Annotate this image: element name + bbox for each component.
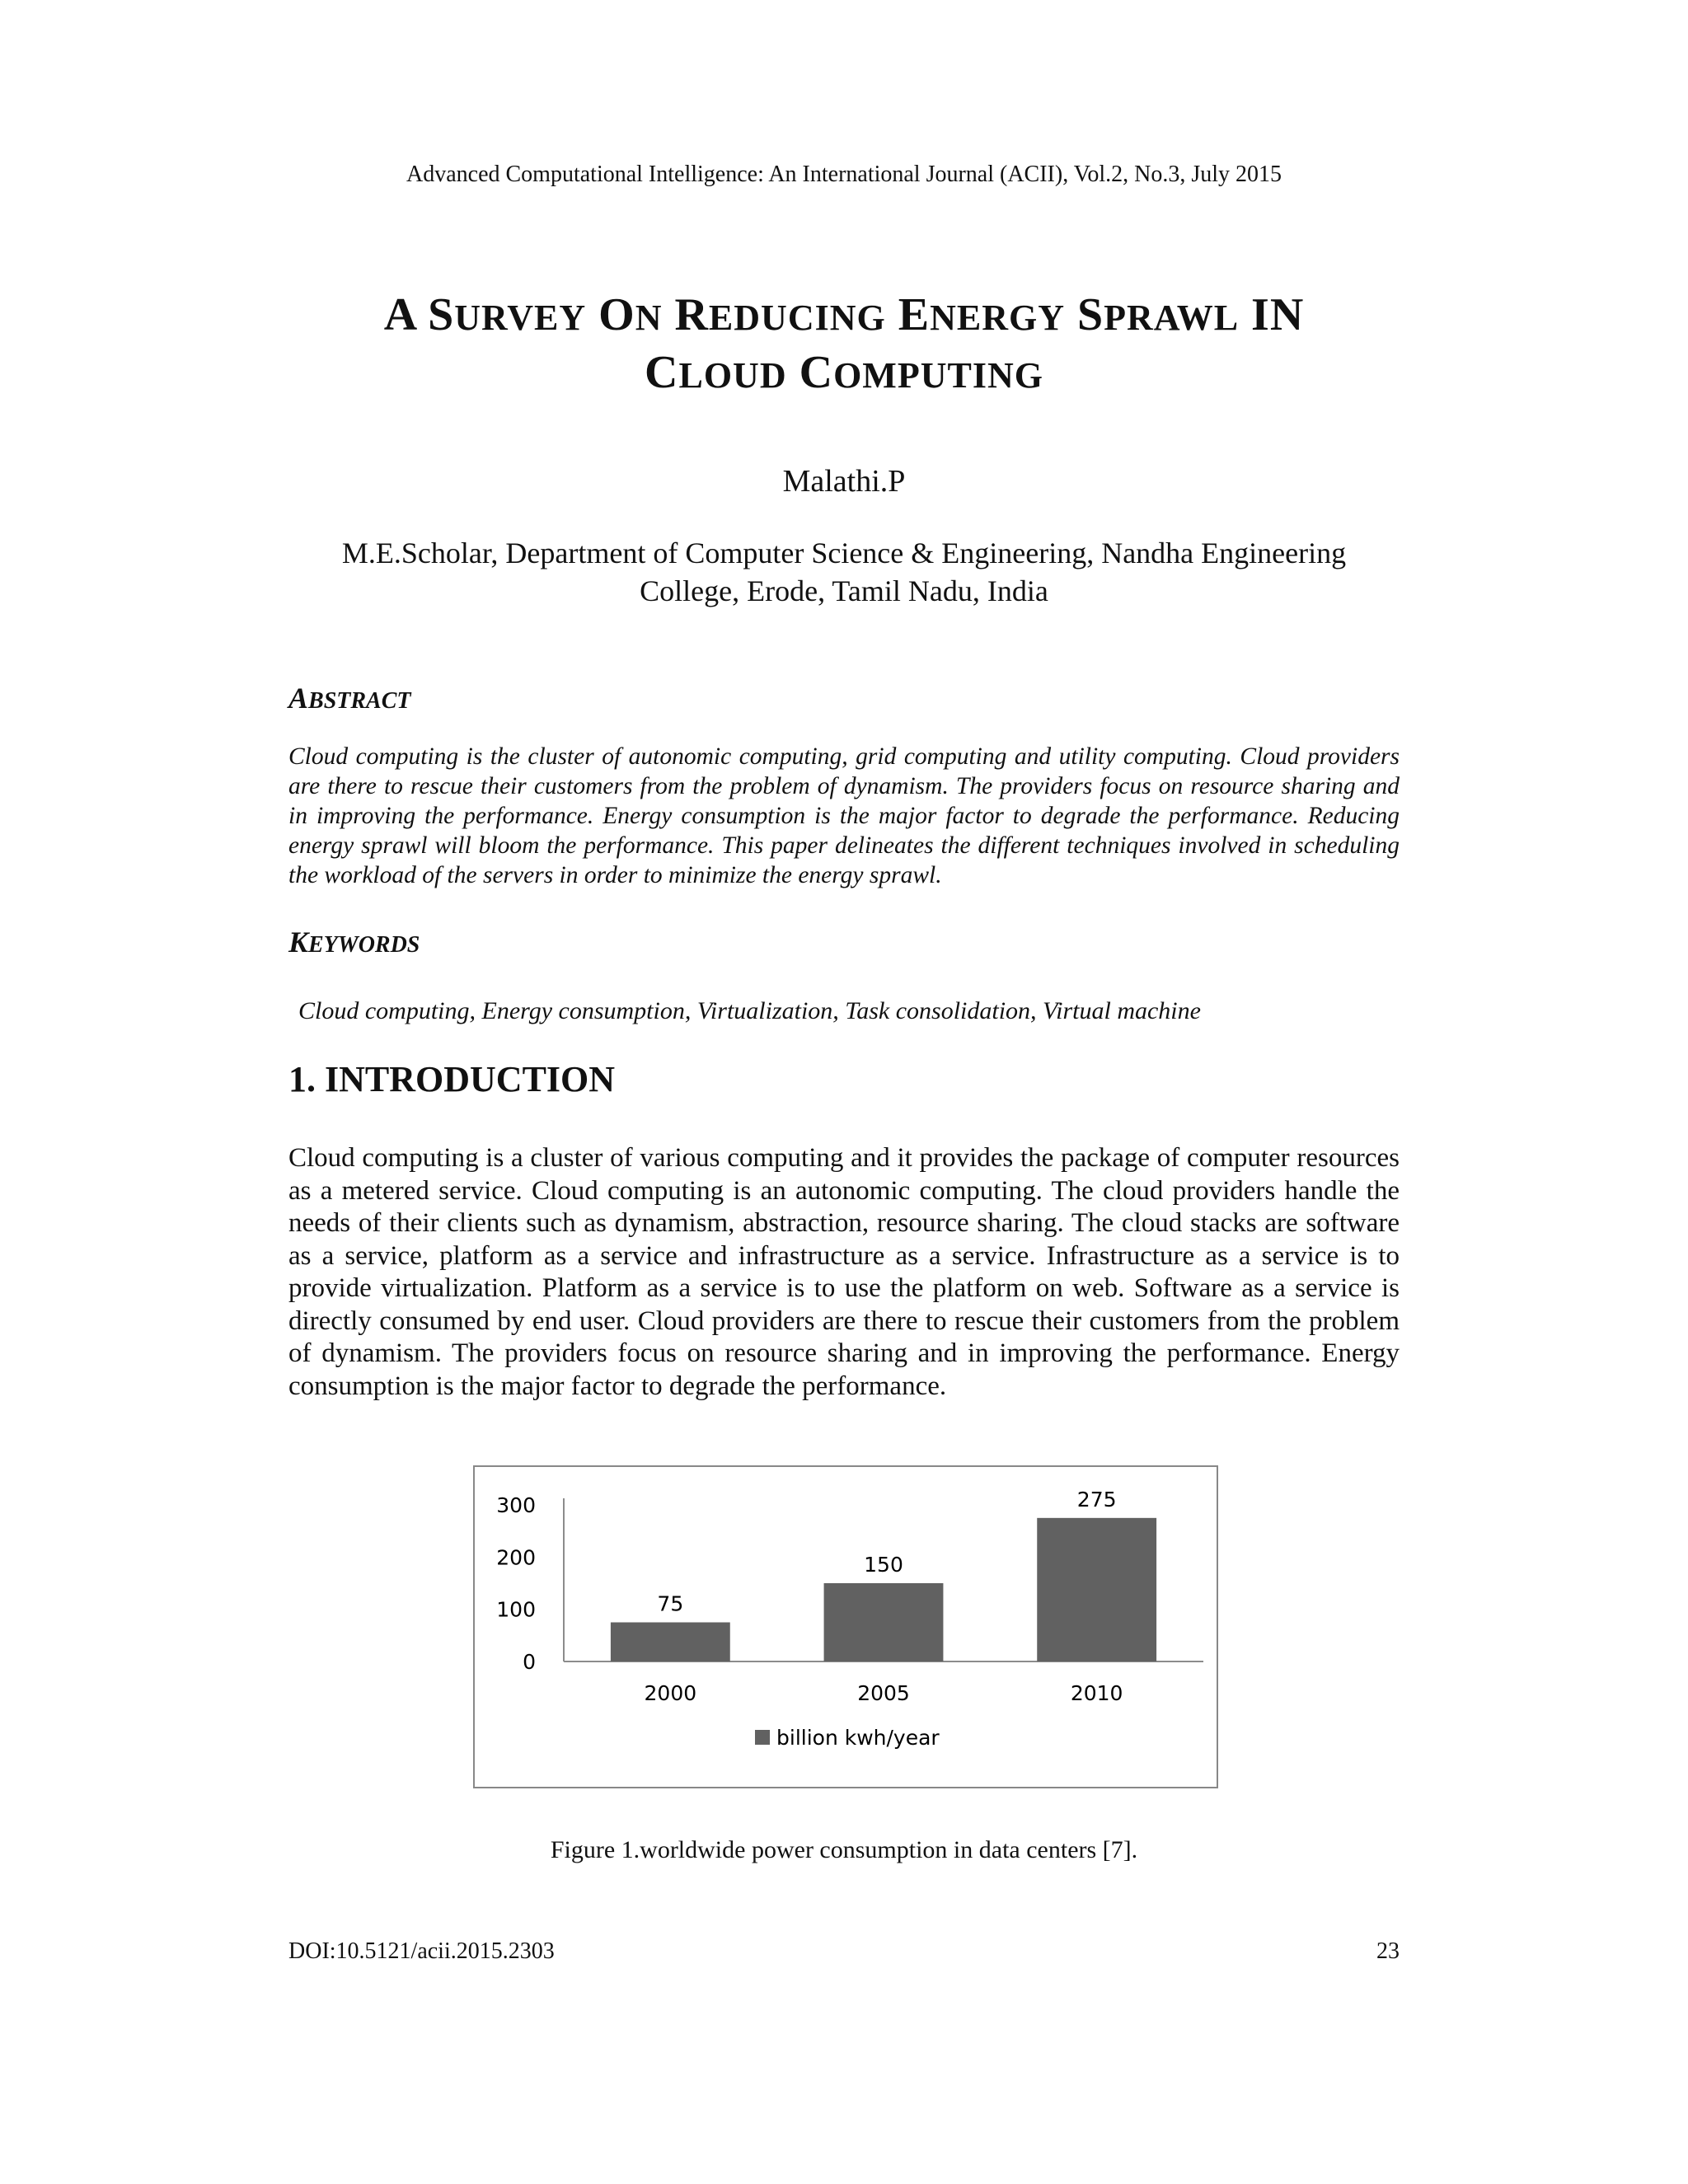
bar-chart (473, 1465, 1218, 1788)
figure-caption: Figure 1.worldwide power consumption in data centers [7]. (550, 1836, 1138, 1863)
paper-title-line-2: CLOUD COMPUTING (645, 347, 1043, 398)
legend-label: billion kwh/year (776, 1726, 940, 1750)
bar (824, 1583, 944, 1661)
y-tick-label: 0 (523, 1650, 536, 1674)
abstract-text: Cloud computing is the cluster of autonomic computing, grid computing and utility computing. Cloud providers are there to rescue their customers from the problem of dynamism. The providers focus on resource sharing and in improving the performance. Energy consumption is the major factor to degrade the performance. Reducing energy sprawl will bloom the performance. This paper delineates the different techniques involved in scheduling the workload of the servers in order to minimize the energy sprawl. (288, 743, 1400, 888)
x-tick-label: 2000 (644, 1681, 697, 1705)
bar (1037, 1518, 1156, 1661)
doi: DOI:10.5121/acii.2015.2303 (288, 1938, 555, 1964)
y-tick-label: 100 (496, 1597, 536, 1622)
x-tick-label: 2010 (1070, 1681, 1123, 1705)
bar-value-label: 150 (864, 1553, 903, 1577)
keywords-heading: KEYWORDS (288, 926, 420, 958)
page-number: 23 (1376, 1938, 1400, 1964)
author-name: Malathi.P (782, 464, 906, 499)
y-tick-label: 200 (496, 1545, 536, 1570)
y-tick-label: 300 (496, 1493, 536, 1517)
introduction-text: Cloud computing is a cluster of various computing and it provides the package of computer resources as a metered service. Cloud computing is an autonomic computing. The cloud providers handle the needs of their clients such as dynamism, abstraction, resource sharing. The cloud stacks are software as a service, platform as a service and infrastructure as a service. Infrastructure as a service is to provide virtualization. Platform as a service is to use the platform on web. Software as a service is directly consumed by end user. Cloud providers are there to rescue their customers from the problem of dynamism. The providers focus on resource sharing and in improving the performance. Energy consumption is the major factor to degrade the performance. (288, 1143, 1400, 1401)
paper-title-line-1: A SURVEY ON REDUCING ENERGY SPRAWL IN (383, 289, 1305, 340)
introduction-heading: 1. INTRODUCTION (288, 1059, 616, 1099)
legend-swatch (755, 1730, 770, 1745)
affiliation-line-1: M.E.Scholar, Department of Computer Science & Engineering, Nandha Engineering (341, 537, 1347, 569)
keywords-text: Cloud computing, Energy consumption, Virtualization, Task consolidation, Virtual machine (298, 997, 1201, 1024)
abstract-heading: ABSTRACT (288, 682, 411, 715)
bar-value-label: 275 (1076, 1487, 1117, 1511)
affiliation-line-2: College, Erode, Tamil Nadu, India (640, 574, 1048, 607)
x-tick-label: 2005 (857, 1681, 910, 1705)
bar (611, 1623, 730, 1662)
bar-value-label: 75 (657, 1591, 684, 1616)
journal-header: Advanced Computational Intelligence: An International Journal (ACII), Vol.2, No.3, July 2015 (406, 162, 1282, 187)
